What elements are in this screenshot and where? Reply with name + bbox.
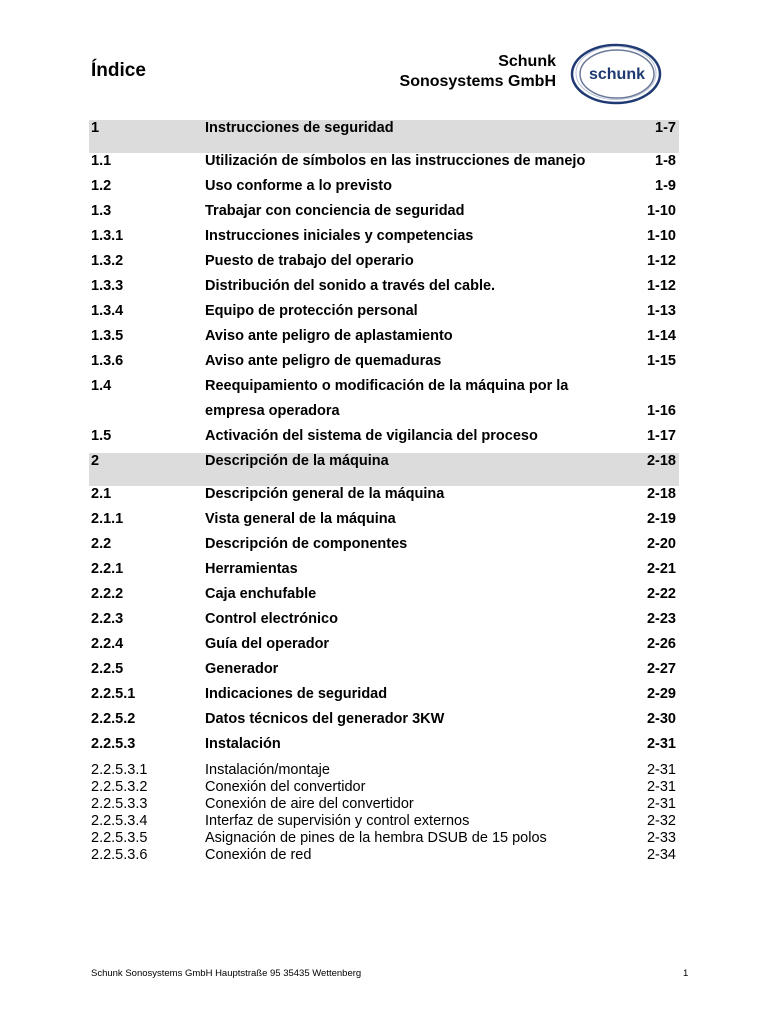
- toc-row[interactable]: [89, 795, 679, 812]
- toc-page: 2-26: [646, 636, 676, 652]
- toc-page: 1-14: [646, 328, 676, 344]
- logo-wordmark: schunk: [588, 66, 646, 83]
- toc-page: 2-30: [646, 711, 676, 727]
- toc-number: 2.2.5.3.1: [91, 762, 148, 778]
- toc-number: 1.1: [91, 153, 112, 169]
- toc-number: 2.2.4: [91, 636, 124, 652]
- toc-title: Datos técnicos del generador 3KW: [205, 711, 445, 727]
- toc-row[interactable]: [89, 536, 679, 561]
- toc-row[interactable]: [89, 686, 679, 711]
- toc-number: 2.2.5.3: [91, 736, 136, 752]
- toc-title: Caja enchufable: [205, 586, 317, 602]
- toc-row[interactable]: [89, 778, 679, 795]
- toc-page: 2-34: [646, 847, 676, 863]
- toc-row[interactable]: [89, 403, 679, 428]
- toc-title: Guía del operador: [205, 636, 330, 652]
- toc-row[interactable]: [89, 611, 679, 636]
- toc-title: empresa operadora: [205, 403, 340, 419]
- toc-number: 2.2.5.1: [91, 686, 136, 702]
- toc-title: Instalación/montaje: [205, 762, 330, 778]
- toc-number: 2.1: [91, 486, 112, 502]
- toc-page: 2-27: [646, 661, 676, 677]
- footer-address: Schunk Sonosystems GmbH Hauptstraße 95 35435 Wettenberg: [91, 968, 362, 979]
- toc-row[interactable]: [89, 428, 679, 453]
- toc-row[interactable]: [89, 378, 679, 403]
- toc-row[interactable]: [89, 846, 679, 863]
- toc-page: 2-31: [646, 736, 676, 752]
- toc-page: 2-23: [646, 611, 676, 627]
- toc-number: 1.3.4: [91, 303, 124, 319]
- schunk-logo: [569, 42, 665, 106]
- toc-page: 2-18: [646, 486, 676, 502]
- toc-title: Equipo de protección personal: [205, 303, 418, 319]
- toc-page: 2-20: [646, 536, 676, 552]
- toc-number: 2.2.5.3.6: [91, 847, 148, 863]
- toc-number: 2.2.2: [91, 586, 124, 602]
- toc-title: Distribución del sonido a través del cable.: [205, 278, 496, 294]
- toc-number: 1.3.3: [91, 278, 124, 294]
- toc-number: 1.3.2: [91, 253, 124, 269]
- toc-page: 1-7: [655, 120, 676, 136]
- toc-row[interactable]: [89, 303, 679, 328]
- toc-page: 2-32: [646, 813, 676, 829]
- toc-page: 1-16: [646, 403, 676, 419]
- toc-number: 2.2.3: [91, 611, 124, 627]
- toc-title: Control electrónico: [205, 611, 338, 627]
- toc-row[interactable]: [89, 253, 679, 278]
- toc-row[interactable]: [89, 486, 679, 511]
- toc-number: 2.2.1: [91, 561, 124, 577]
- toc-title: Indicaciones de seguridad: [205, 686, 388, 702]
- toc-number: 2.2.5.3.4: [91, 813, 148, 829]
- toc-number: 2.2.5.3.3: [91, 796, 148, 812]
- toc-title: Descripción de la máquina: [205, 453, 389, 469]
- toc-row[interactable]: [89, 761, 679, 778]
- company-name-line1: Schunk: [498, 53, 556, 70]
- toc-row[interactable]: [89, 711, 679, 736]
- toc-row[interactable]: [89, 736, 679, 761]
- toc-title: Conexión de aire del convertidor: [205, 796, 414, 812]
- toc-row[interactable]: [89, 636, 679, 661]
- toc-title: Generador: [205, 661, 279, 677]
- toc-page: 1-10: [646, 228, 676, 244]
- toc-row[interactable]: [89, 228, 679, 253]
- toc-title: Descripción general de la máquina: [205, 486, 445, 502]
- toc-row[interactable]: [89, 829, 679, 846]
- toc-row[interactable]: [89, 511, 679, 536]
- toc-title: Vista general de la máquina: [205, 511, 396, 527]
- toc-row[interactable]: [89, 812, 679, 829]
- toc-number: 1: [91, 120, 100, 136]
- toc-page: 1-8: [655, 153, 676, 169]
- toc-chapter-row[interactable]: [89, 120, 679, 153]
- toc-title: Reequipamiento o modificación de la máquina por la: [205, 378, 569, 394]
- toc-number: 2.2.5: [91, 661, 124, 677]
- toc-title: Asignación de pines de la hembra DSUB de 15 polos: [205, 830, 547, 846]
- toc-page: 1-17: [646, 428, 676, 444]
- toc-number: 1.4: [91, 378, 112, 394]
- toc-page: 2-31: [646, 796, 676, 812]
- toc-row[interactable]: [89, 586, 679, 611]
- toc-number: 1.3.1: [91, 228, 124, 244]
- toc-number: 1.3.6: [91, 353, 124, 369]
- toc-row[interactable]: [89, 203, 679, 228]
- toc-page: 2-18: [646, 453, 676, 469]
- toc-number: 2.2.5.3.2: [91, 779, 148, 795]
- toc-row[interactable]: [89, 353, 679, 378]
- toc-page: 1-13: [646, 303, 676, 319]
- toc-title: Puesto de trabajo del operario: [205, 253, 414, 269]
- toc-number: 2.1.1: [91, 511, 124, 527]
- toc-chapter-row[interactable]: [89, 453, 679, 486]
- toc-row[interactable]: [89, 561, 679, 586]
- toc-title: Aviso ante peligro de quemaduras: [205, 353, 442, 369]
- toc-number: 1.3.5: [91, 328, 124, 344]
- toc-row[interactable]: [89, 278, 679, 303]
- toc-title: Conexión del convertidor: [205, 779, 366, 795]
- toc-title: Instrucciones de seguridad: [205, 120, 394, 136]
- toc-page: 2-21: [646, 561, 676, 577]
- toc-page: 2-22: [646, 586, 676, 602]
- company-name-line2: Sonosystems GmbH: [399, 73, 556, 90]
- toc-number: 2: [91, 453, 100, 469]
- toc-page: 1-12: [646, 278, 676, 294]
- toc-number: 2.2.5.3.5: [91, 830, 148, 846]
- toc-page: 1-9: [655, 178, 676, 194]
- toc-title: Instalación: [205, 736, 281, 752]
- toc-title: Uso conforme a lo previsto: [205, 178, 392, 194]
- toc-title: Aviso ante peligro de aplastamiento: [205, 328, 453, 344]
- toc-page: 2-31: [646, 762, 676, 778]
- toc-page: 2-19: [646, 511, 676, 527]
- toc-page: 1-10: [646, 203, 676, 219]
- toc-number: 1.5: [91, 428, 112, 444]
- toc-page: 2-29: [646, 686, 676, 702]
- toc-row[interactable]: [89, 661, 679, 686]
- toc-title: Utilización de símbolos en las instrucciones de manejo: [205, 153, 586, 169]
- footer-page-number: 1: [683, 968, 689, 979]
- page-title: Índice: [91, 60, 146, 81]
- toc-number: 1.3: [91, 203, 112, 219]
- table-of-contents: [89, 120, 679, 863]
- toc-number: 2.2: [91, 536, 112, 552]
- toc-title: Herramientas: [205, 561, 298, 577]
- toc-page: 1-15: [646, 353, 676, 369]
- toc-title: Interfaz de supervisión y control externos: [205, 813, 470, 829]
- toc-row[interactable]: [89, 328, 679, 353]
- toc-title: Instrucciones iniciales y competencias: [205, 228, 474, 244]
- toc-row[interactable]: [89, 178, 679, 203]
- toc-page: 2-31: [646, 779, 676, 795]
- toc-page: 1-12: [646, 253, 676, 269]
- toc-title: Conexión de red: [205, 847, 312, 863]
- toc-title: Activación del sistema de vigilancia del proceso: [205, 428, 538, 444]
- toc-number: 1.2: [91, 178, 112, 194]
- toc-title: Trabajar con conciencia de seguridad: [205, 203, 465, 219]
- toc-row[interactable]: [89, 153, 679, 178]
- company-name: [400, 52, 556, 92]
- toc-page: 2-33: [646, 830, 676, 846]
- toc-number: 2.2.5.2: [91, 711, 136, 727]
- toc-title: Descripción de componentes: [205, 536, 408, 552]
